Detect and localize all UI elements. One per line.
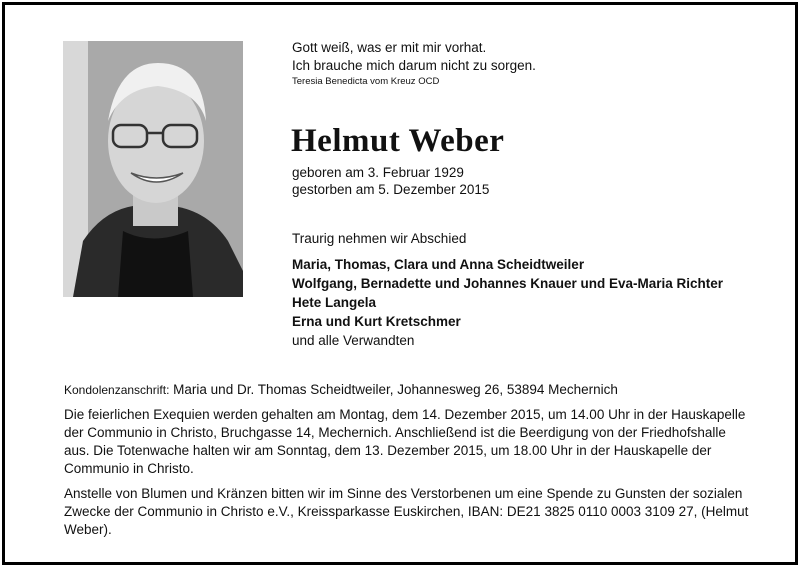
quote-source: Teresia Benedicta vom Kreuz OCD: [292, 76, 440, 87]
portrait-illustration: [63, 41, 243, 297]
relatives-line: und alle Verwandten: [292, 333, 415, 348]
deceased-name: Helmut Weber: [291, 123, 505, 159]
quote-line-1: Gott weiß, was er mit mir vorhat.: [292, 40, 487, 55]
quote-line-2: Ich brauche mich darum nicht zu sorgen.: [292, 58, 536, 73]
condolence-label: Kondolenzanschrift:: [64, 383, 170, 397]
mourner-family: Maria, Thomas, Clara und Anna Scheidtweiler: [292, 257, 585, 272]
mourners-block: [292, 230, 723, 350]
death-date: gestorben am 5. Dezember 2015: [292, 182, 490, 197]
quote-block: [292, 39, 536, 89]
portrait-photo: [63, 41, 243, 297]
life-dates: [292, 164, 489, 198]
donation-info: Anstelle von Blumen und Kränzen bitten wir im Sinne des Verstorbenen um eine Spende zu Gunsten der sozialen Zwecke der Communio in Christo e.V., Kreissparkasse Euskirchen, IBAN: DE21 3825 0110 0003 3109 27, (Helmut Weber).: [64, 486, 749, 537]
birth-date: geboren am 3. Februar 1929: [292, 165, 464, 180]
mourner-family: Erna und Kurt Kretschmer: [292, 314, 461, 329]
mourning-intro: Traurig nehmen wir Abschied: [292, 231, 467, 246]
obituary-notice: [2, 2, 798, 565]
details-block: [64, 381, 754, 546]
mourner-family: Hete Langela: [292, 295, 377, 310]
condolence-address: [64, 381, 754, 399]
condolence-address-text: Maria und Dr. Thomas Scheidtweiler, Johannesweg 26, 53894 Mechernich: [173, 382, 618, 397]
funeral-info: Die feierlichen Exequien werden gehalten am Montag, dem 14. Dezember 2015, um 14.00 Uhr in der Hauskapelle der Communio in Christo, Bruchgasse 14, Mechernich. Anschließend ist die Beerdigung von der Friedhofshalle aus. Die Totenwache halten wir am Sonntag, dem 13. Dezember 2015, um 18.00 Uhr in der Hauskapelle der Communio in Christo.: [64, 407, 746, 476]
mourner-family: Wolfgang, Bernadette und Johannes Knauer und Eva-Maria Richter: [292, 276, 724, 291]
